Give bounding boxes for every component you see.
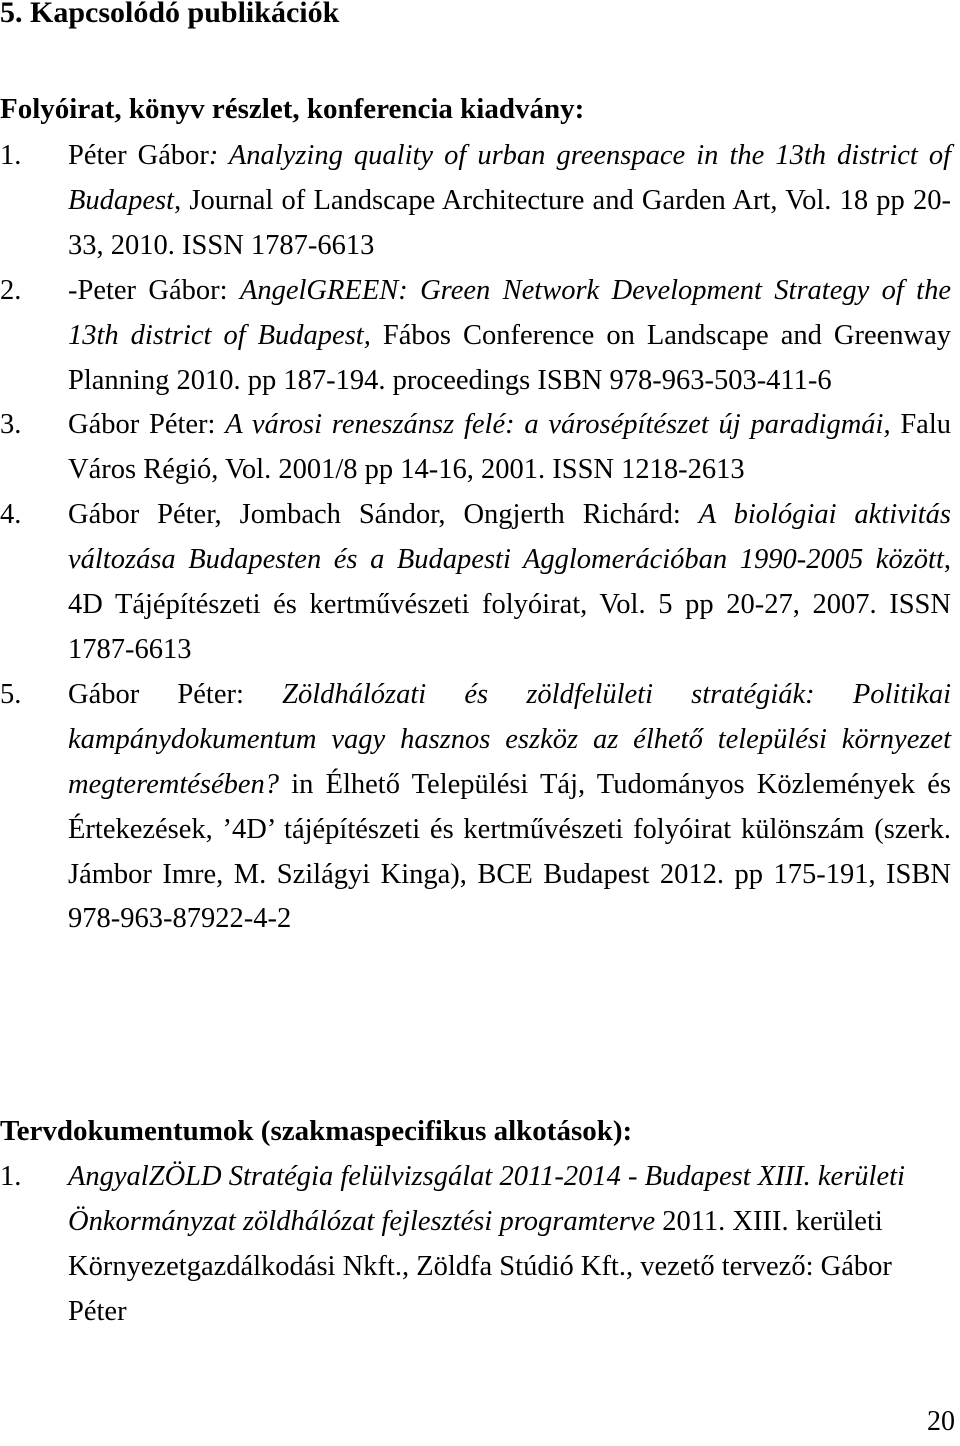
publication-item bbox=[0, 134, 951, 269]
item-author: Gábor Péter: bbox=[68, 409, 226, 441]
item-title: Zöldhálózati és zöldfelületi stratégiák: Politikai kampánydokumentum vagy hasznos eszköz az élhető települési környezet megteremtésében? bbox=[68, 678, 951, 800]
item-number: 5. bbox=[0, 678, 22, 710]
publication-item bbox=[0, 403, 951, 493]
item-number: 2. bbox=[0, 274, 22, 306]
item-title: AngelGREEN: Green Network Development Strategy of the 13th district of Budapest, bbox=[68, 274, 951, 351]
journals-heading: Folyóirat, könyv részlet, konferencia kiadvány: bbox=[0, 93, 585, 125]
item-details: Falu Város Régió, Vol. 2001/8 pp 14-16, 2001. ISSN 1218-2613 bbox=[68, 409, 951, 486]
item-author: Gábor Péter: bbox=[68, 678, 283, 710]
item-details: , 4D Tájépítészeti és kertművészeti folyóirat, Vol. 5 pp 20-27, 2007. ISSN 1787-6613 bbox=[68, 544, 951, 665]
item-details: Fábos Conference on Landscape and Greenway Planning 2010. pp 187-194. proceedings ISBN 978-963-503-411-6 bbox=[68, 319, 951, 396]
item-author: Péter Gábor bbox=[68, 140, 209, 171]
plans-list bbox=[0, 1154, 951, 1334]
item-details: in Élhető Települési Táj, Tudományos Közlemények és Értekezések, ’4D’ tájépítészeti és kertművészeti folyóirat különszám (szerk. Jámbor Imre, M. Szilágyi Kinga), BCE Budapest 2012. pp 175-191, ISBN 978-963-87922-4-2 bbox=[68, 768, 951, 935]
item-number: 1. bbox=[0, 140, 22, 171]
item-title: AngyalZÖLD Stratégia felülvizsgálat 2011-2014 - Budapest XIII. kerületi Önkormányzat zöldhálózat fejlesztési programterve bbox=[68, 1161, 905, 1237]
item-title: : Analyzing quality of urban greenspace in the 13th district of Budapest bbox=[68, 140, 952, 216]
publication-item bbox=[0, 269, 951, 404]
item-author: -Peter Gábor: bbox=[68, 274, 240, 306]
publication-item bbox=[0, 493, 951, 673]
item-number: 4. bbox=[0, 499, 22, 531]
item-details: 2011. XIII. kerületi Környezetgazdálkodási Nkft., Zöldfa Stúdió Kft., vezető tervező: Gábor Péter bbox=[68, 1206, 892, 1327]
section-title: 5. Kapcsolódó publikációk bbox=[0, 0, 340, 29]
plans-heading: Tervdokumentumok (szakmaspecifikus alkotások): bbox=[0, 1115, 633, 1147]
item-number: 1. bbox=[0, 1161, 22, 1192]
plan-item bbox=[0, 1154, 951, 1334]
item-author: Gábor Péter, Jombach Sándor, Ongjerth Richárd: bbox=[68, 499, 699, 531]
page-number: 20 bbox=[927, 1406, 955, 1437]
publication-item bbox=[0, 673, 951, 942]
journals-list bbox=[0, 134, 951, 942]
item-number: 3. bbox=[0, 409, 22, 441]
item-details: , Journal of Landscape Architecture and Garden Art, Vol. 18 pp 20-33, 2010. ISSN 1787-6613 bbox=[68, 184, 951, 261]
item-title: A városi reneszánsz felé: a városépítészet új paradigmái, bbox=[225, 409, 891, 441]
item-title: A biológiai aktivitás változása Budapesten és a Budapesti Agglomerációban 1990-2005 között bbox=[68, 499, 951, 576]
